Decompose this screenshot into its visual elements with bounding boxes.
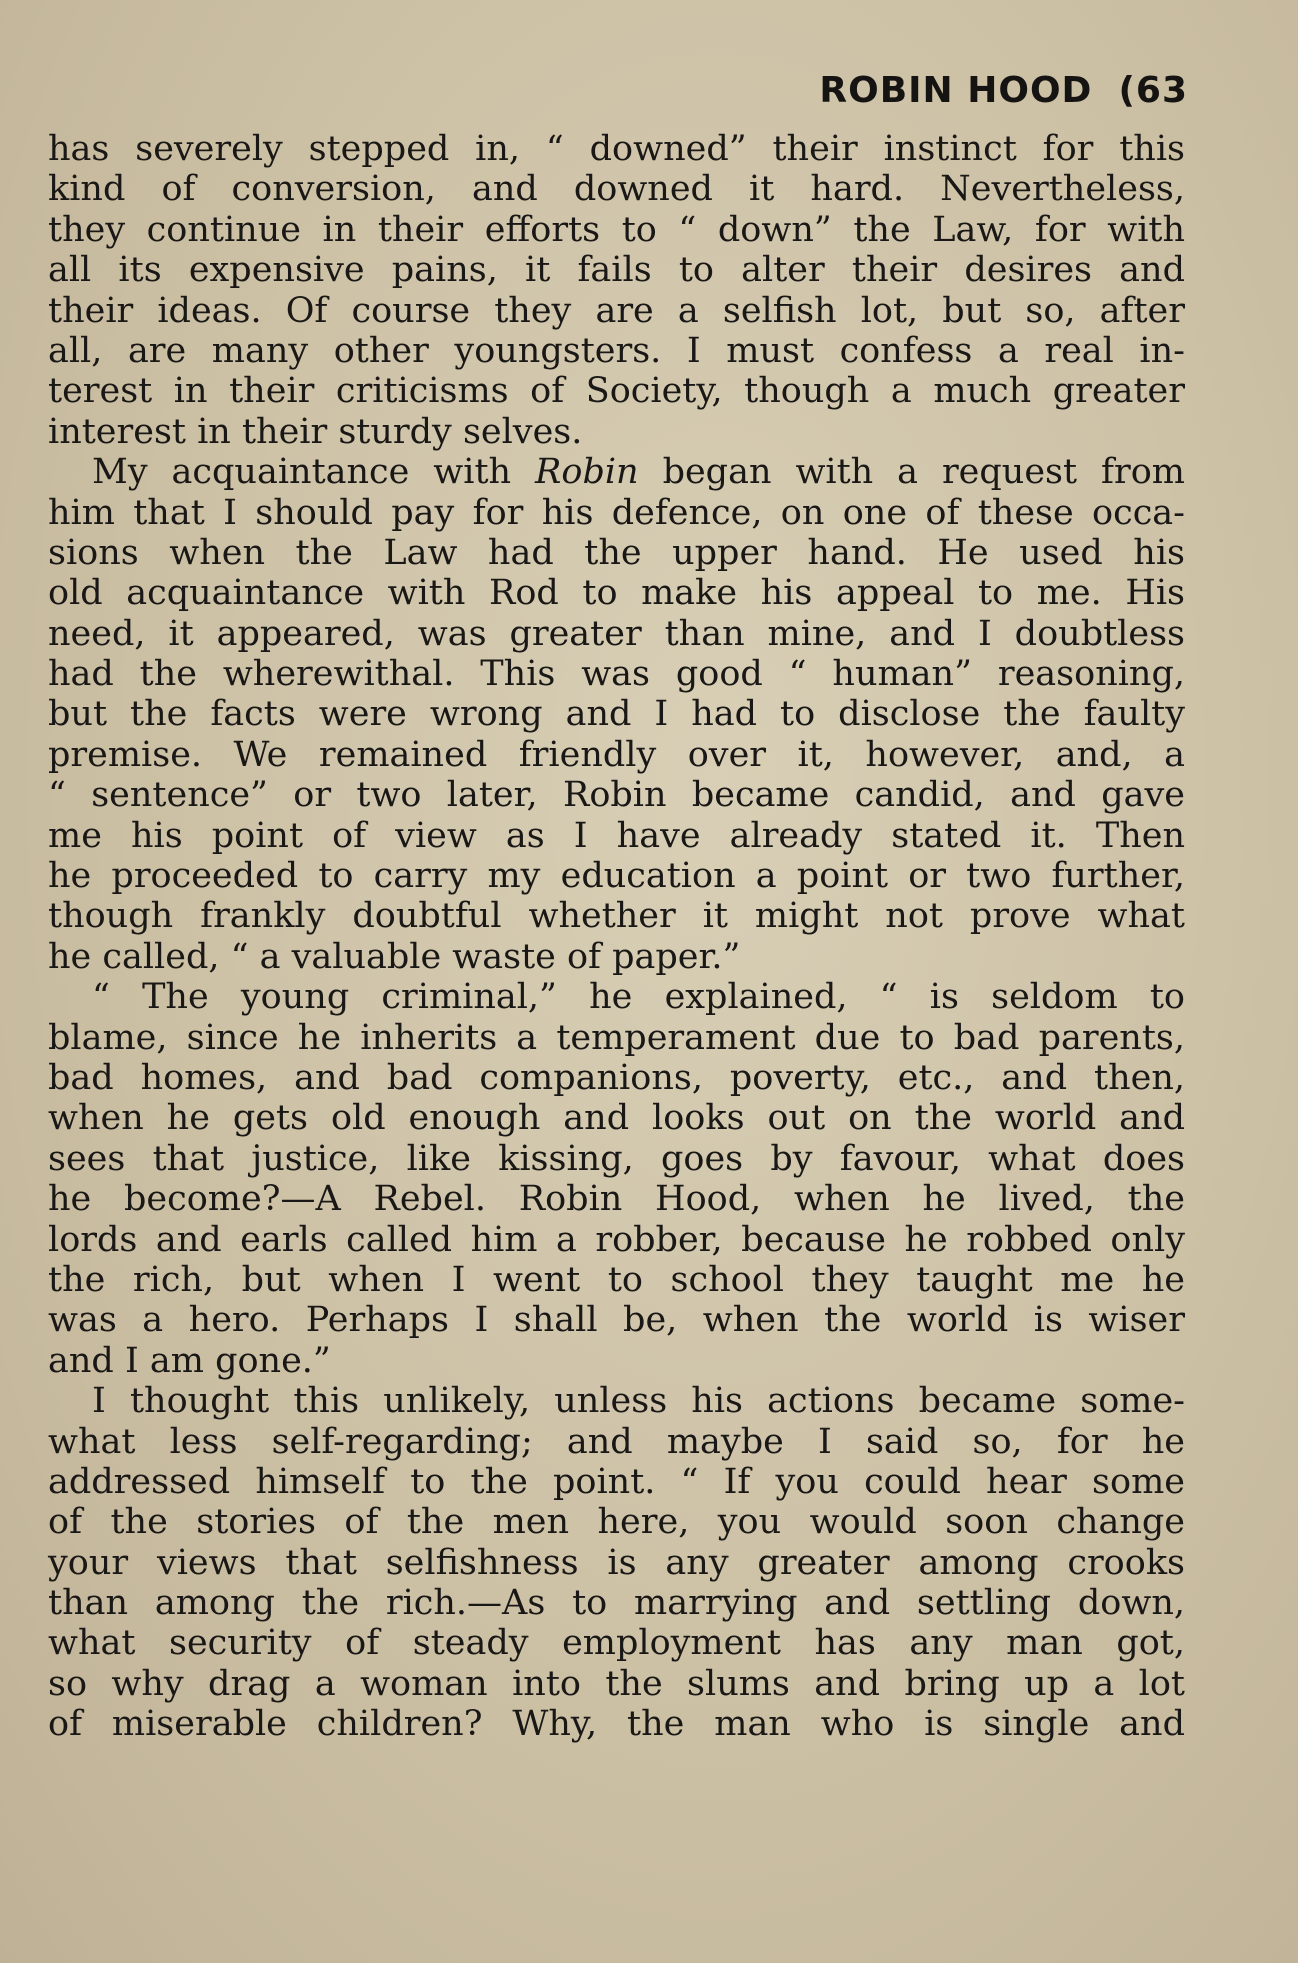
text-line: sees that justice, like kissing, goes by favour, what does bbox=[48, 1138, 1185, 1179]
text-line: the rich, but when I went to school they taught me he bbox=[48, 1259, 1185, 1300]
text-line: sions when the Law had the upper hand. He used his bbox=[48, 532, 1185, 573]
text-line: but the facts were wrong and I had to disclose the faulty bbox=[48, 694, 1185, 735]
text-line: all its expensive pains, it fails to alter their desires and bbox=[48, 250, 1185, 291]
body-text bbox=[48, 129, 1185, 1745]
text-line: all, are many other youngsters. I must confess a real in- bbox=[48, 330, 1185, 371]
text-line: had the wherewithal. This was good “ human” reasoning, bbox=[48, 654, 1185, 695]
line-start: My acquaintance with bbox=[92, 452, 512, 493]
text-line: old acquaintance with Rod to make his appeal to me. His bbox=[48, 573, 1185, 614]
text-line: so why drag a woman into the slums and bring up a lot bbox=[48, 1663, 1185, 1704]
text-line: addressed himself to the point. “ If you could hear some bbox=[48, 1461, 1185, 1502]
page-number: (63 bbox=[1118, 70, 1188, 111]
text-line: he called, “ a valuable waste of paper.” bbox=[48, 936, 741, 977]
text-line: was a hero. Perhaps I shall be, when the world is wiser bbox=[48, 1300, 1185, 1341]
text-line: he become?—A Rebel. Robin Hood, when he lived, the bbox=[48, 1179, 1185, 1220]
text-line: what security of steady employment has any man got, bbox=[48, 1623, 1185, 1664]
text-line: “ sentence” or two later, Robin became candid, and gave bbox=[48, 775, 1185, 816]
running-head bbox=[819, 70, 1188, 111]
text-line: blame, since he inherits a temperament due to bad parents, bbox=[48, 1017, 1185, 1058]
italic-name: Robin bbox=[535, 452, 639, 493]
text-line: bad homes, and bad companions, poverty, etc., and then, bbox=[48, 1057, 1185, 1098]
text-line: what less self-regarding; and maybe I said so, for he bbox=[48, 1421, 1185, 1462]
text-line: your views that selfishness is any greater among crooks bbox=[48, 1542, 1185, 1583]
running-head-title: ROBIN HOOD bbox=[819, 70, 1093, 111]
text-line-paragraph-start bbox=[48, 452, 1185, 492]
text-line: has severely stepped in, “ downed” their instinct for this bbox=[48, 129, 1185, 169]
text-line: their ideas. Of course they are a selfish lot, but so, after bbox=[48, 290, 1185, 331]
text-line-paragraph-start: I thought this unlikely, unless his actions became some- bbox=[92, 1381, 1185, 1422]
text-line: of the stories of the men here, you would soon change bbox=[48, 1502, 1185, 1543]
line-rest: began with a request from bbox=[662, 452, 1185, 493]
text-line: they continue in their efforts to “ down” the Law, for with bbox=[48, 209, 1185, 250]
text-line: he proceeded to carry my education a point or two further, bbox=[48, 856, 1185, 897]
text-line: and I am gone.” bbox=[48, 1340, 331, 1381]
text-line: terest in their criticisms of Society, though a much greater bbox=[48, 371, 1185, 412]
text-line: need, it appeared, was greater than mine, and I doubtless bbox=[48, 613, 1185, 654]
text-line: though frankly doubtful whether it might not prove what bbox=[48, 896, 1185, 937]
text-line: him that I should pay for his defence, on one of these occa- bbox=[48, 492, 1185, 533]
text-line-paragraph-start: “ The young criminal,” he explained, “ is seldom to bbox=[92, 977, 1185, 1018]
text-line: interest in their sturdy selves. bbox=[48, 411, 583, 452]
text-line: when he gets old enough and looks out on the world and bbox=[48, 1098, 1185, 1139]
text-line: lords and earls called him a robber, because he robbed only bbox=[48, 1219, 1185, 1260]
text-line: me his point of view as I have already stated it. Then bbox=[48, 815, 1185, 856]
text-line: kind of conversion, and downed it hard. Nevertheless, bbox=[48, 169, 1185, 210]
text-line: of miserable children? Why, the man who is single and bbox=[48, 1704, 1185, 1745]
text-line: than among the rich.—As to marrying and settling down, bbox=[48, 1583, 1185, 1624]
text-line: premise. We remained friendly over it, however, and, a bbox=[48, 734, 1185, 775]
